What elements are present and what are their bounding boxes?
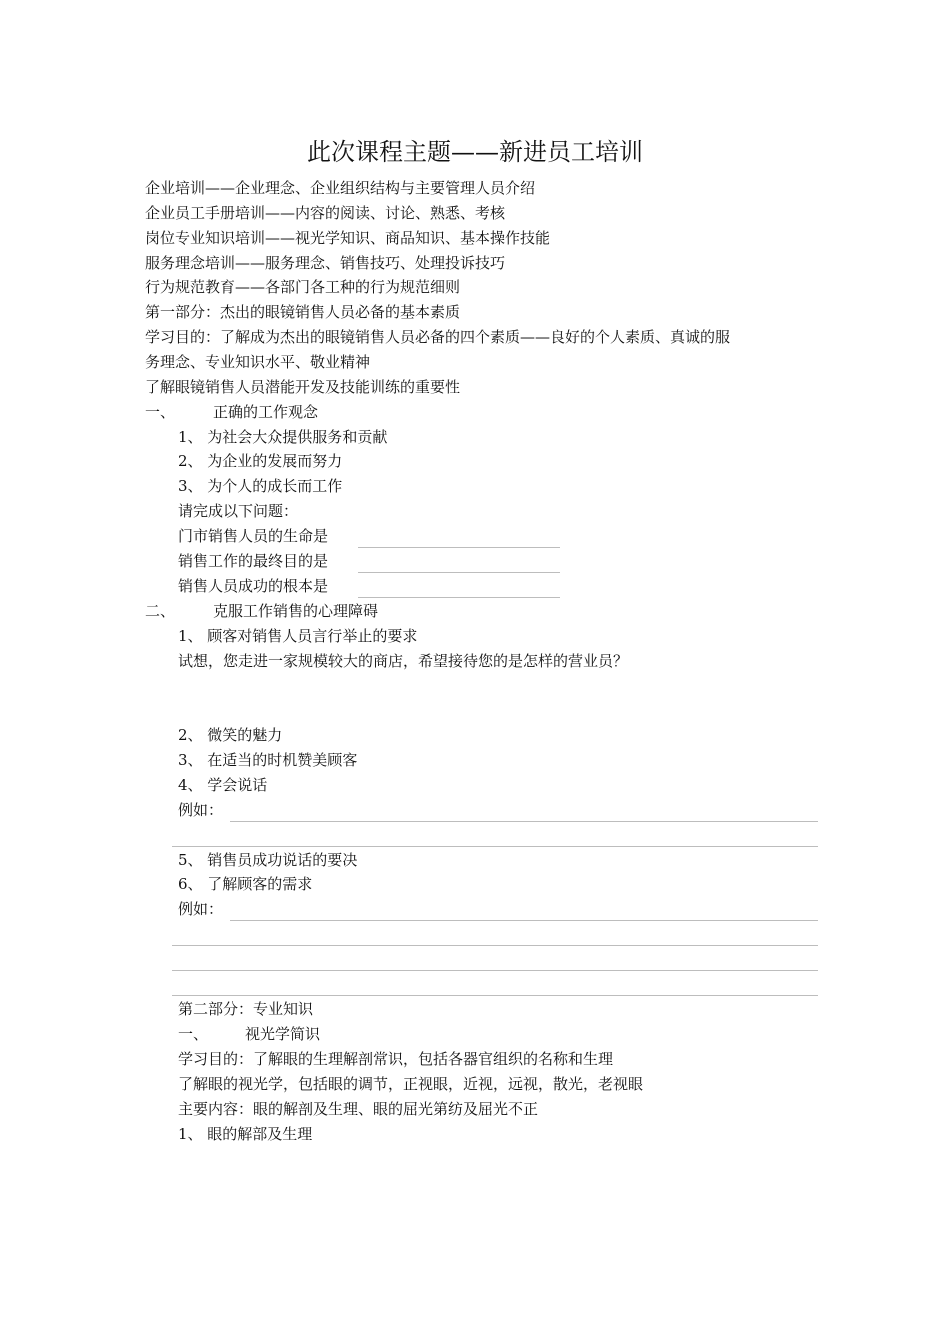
question-label: 销售人员成功的根本是 — [178, 577, 329, 595]
list-item: 5、 销售员成功说话的要决 — [178, 851, 358, 869]
example-label: 例如： — [178, 900, 224, 918]
section-title: 克服工作销售的心理障碍 — [213, 602, 379, 620]
part1-goal: 务理念、专业知识水平、敬业精神 — [145, 353, 371, 371]
list-item: 2、 微笑的魅力 — [178, 726, 283, 744]
intro-line: 企业培训——企业理念、企业组织结构与主要管理人员介绍 — [145, 179, 536, 197]
part1-goal: 了解眼镜销售人员潜能开发及技能训练的重要性 — [145, 378, 461, 396]
intro-line: 服务理念培训——服务理念、销售技巧、处理投诉技巧 — [145, 254, 506, 272]
list-item: 3、 在适当的时机赞美顾客 — [178, 751, 358, 769]
part2-goal: 学习目的：了解眼的生理解剖常识，包括各器官组织的名称和生理 — [178, 1050, 614, 1068]
section-number: 一、 — [178, 1025, 209, 1043]
part1-goal: 学习目的：了解成为杰出的眼镜销售人员必备的四个素质——良好的个人素质、真诚的服 — [145, 328, 731, 346]
part2-goal: 了解眼的视光学，包括眼的调节，正视眼，近视，远视，散光，老视眼 — [178, 1075, 644, 1093]
question-text: 试想，您走进一家规模较大的商店，希望接待您的是怎样的营业员？ — [178, 652, 629, 670]
answer-line[interactable] — [172, 846, 818, 847]
list-item: 1、 顾客对销售人员言行举止的要求 — [178, 627, 418, 645]
question-label: 门市销售人员的生命是 — [178, 527, 329, 545]
answer-line[interactable] — [172, 945, 818, 946]
question-label: 销售工作的最终目的是 — [178, 552, 329, 570]
section-title: 视光学简识 — [245, 1025, 321, 1043]
intro-line: 企业员工手册培训——内容的阅读、讨论、熟悉、考核 — [145, 204, 506, 222]
part1-heading: 第一部分：杰出的眼镜销售人员必备的基本素质 — [145, 303, 461, 321]
intro-line: 行为规范教育——各部门各工种的行为规范细则 — [145, 278, 461, 296]
part2-heading: 第二部分：专业知识 — [178, 1000, 314, 1018]
answer-line[interactable] — [230, 821, 818, 822]
question-prompt: 请完成以下问题： — [178, 502, 299, 520]
list-item: 6、 了解顾客的需求 — [178, 875, 313, 893]
part2-content: 主要内容：眼的解剖及生理、眼的屈光第纺及屈光不正 — [178, 1100, 539, 1118]
section-number: 二、 — [145, 602, 176, 620]
intro-line: 岗位专业知识培训——视光学知识、商品知识、基本操作技能 — [145, 229, 551, 247]
answer-line[interactable] — [358, 572, 560, 573]
answer-line[interactable] — [358, 597, 560, 598]
list-item: 3、 为个人的成长而工作 — [178, 477, 343, 495]
list-item: 1、 眼的解部及生理 — [178, 1125, 313, 1143]
answer-line[interactable] — [358, 547, 560, 548]
answer-line[interactable] — [172, 995, 818, 996]
list-item: 2、 为企业的发展而努力 — [178, 452, 343, 470]
list-item: 4、 学会说话 — [178, 776, 268, 794]
list-item: 1、 为社会大众提供服务和贡献 — [178, 428, 388, 446]
section-number: 一、 — [145, 403, 176, 421]
answer-line[interactable] — [172, 970, 818, 971]
section-title: 正确的工作观念 — [213, 403, 319, 421]
example-label: 例如： — [178, 801, 224, 819]
page-title: 此次课程主题——新进员工培训 — [307, 138, 643, 166]
answer-line[interactable] — [230, 920, 818, 921]
